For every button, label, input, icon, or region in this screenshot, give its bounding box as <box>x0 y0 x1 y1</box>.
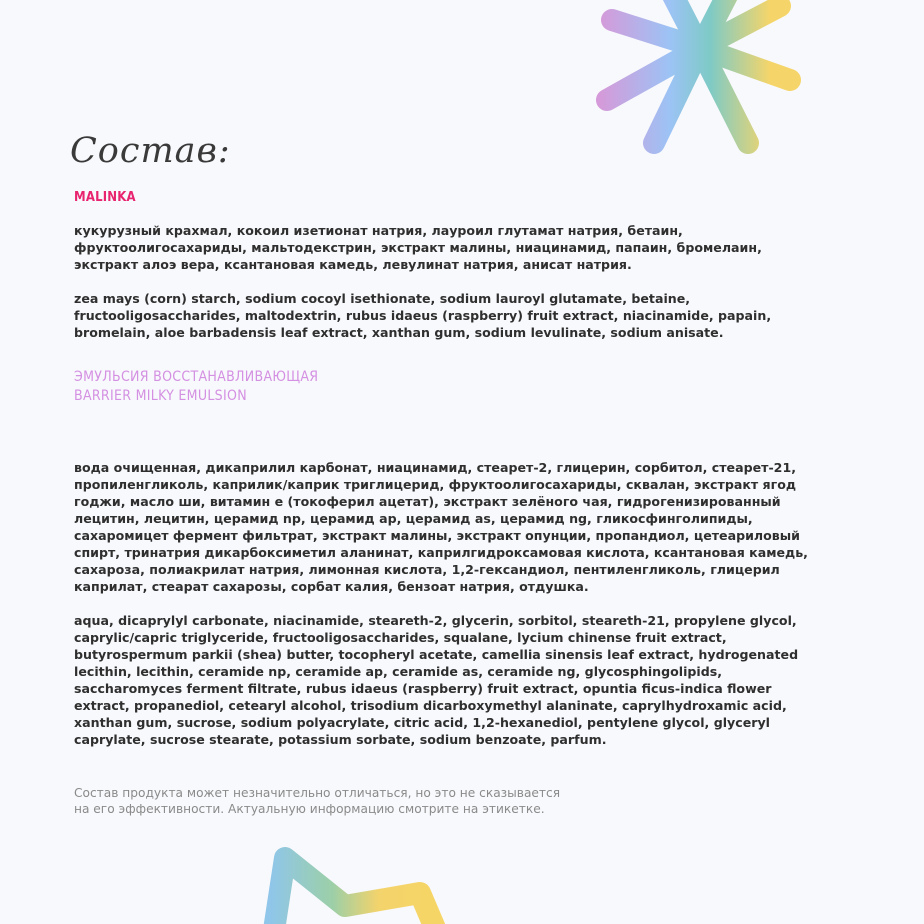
ingredients-line: caprylate, sucrose stearate, potassium sorbate, sodium benzoate, parfum. <box>74 732 607 747</box>
ingredients-ru-malinka <box>74 222 864 273</box>
ingredients-line: сахароза, полиакрилат натрия, лимонная кислота, 1,2-гександиол, пентиленгликоль, глицерил <box>74 562 780 577</box>
ingredients-line: aqua, dicaprylyl carbonate, niacinamide, steareth-2, glycerin, sorbitol, steareth-21, propylene glycol, <box>74 613 797 628</box>
product-name-ru: ЭМУЛЬСИЯ ВОССТАНАВЛИВАЮЩАЯ <box>74 369 319 385</box>
ingredients-line: сахаромицет фермент фильтрат, экстракт малины, экстракт опунции, пропандиол, цетеариловый <box>74 528 800 543</box>
ingredients-en-malinka <box>74 290 864 341</box>
ingredients-line: лецитин, лецитин, церамид np, церамид ap, церамид as, церамид ng, гликосфинголипиды, <box>74 511 753 526</box>
ingredients-line: caprylic/capric triglyceride, fructooligosaccharides, squalane, lycium chinense fruit extract, <box>74 630 727 645</box>
disclaimer-line: на его эффективности. Актуальную информацию смотрите на этикетке. <box>74 802 545 816</box>
disclaimer-line: Состав продукта может незначительно отличаться, но это не сказывается <box>74 786 561 800</box>
product-name-malinka: MALINKA <box>74 190 136 205</box>
ingredients-line: кукурузный крахмал, кокоил изетионат натрия, лауроил глутамат натрия, бетаин, <box>74 223 683 238</box>
ingredients-line: экстракт алоэ вера, ксантановая камедь, левулинат натрия, анисат натрия. <box>74 257 632 272</box>
ingredients-line: спирт, тринатрия дикарбоксиметил аланинат, каприлгидроксамовая кислота, ксантановая камедь, <box>74 545 808 560</box>
ingredients-line: bromelain, aloe barbadensis leaf extract, xanthan gum, sodium levulinate, sodium anisate. <box>74 325 724 340</box>
ingredients-line: zea mays (corn) starch, sodium cocoyl isethionate, sodium lauroyl glutamate, betaine, <box>74 291 691 306</box>
ingredients-line: lecithin, lecithin, ceramide np, ceramide ap, ceramide as, ceramide ng, glycosphingolipids, <box>74 664 723 679</box>
ingredients-line: xanthan gum, sucrose, sodium polyacrylate, citric acid, 1,2-hexanediol, pentylene glycol, glyceryl <box>74 715 770 730</box>
disclaimer-note <box>74 785 560 817</box>
product-name-emulsion <box>74 368 318 406</box>
product-name-en: BARRIER MILKY EMULSION <box>74 388 247 404</box>
page-title: Состав: <box>70 131 231 172</box>
ingredients-line: fructooligosaccharides, maltodextrin, rubus idaeus (raspberry) fruit extract, niacinamide, papain, <box>74 308 772 323</box>
ingredients-line: пропиленгликоль, каприлик/каприк триглицерид, фруктоолигосахариды, сквалан, экстракт ягод <box>74 477 797 492</box>
ingredients-line: годжи, масло ши, витамин е (токоферил ацетат), экстракт зелёного чая, гидрогенизированный <box>74 494 781 509</box>
ingredients-en-emulsion <box>74 612 864 748</box>
ingredients-line: saccharomyces ferment filtrate, rubus idaeus (raspberry) fruit extract, opuntia ficus-indica flower <box>74 681 772 696</box>
ingredients-line: фруктоолигосахариды, мальтодекстрин, экстракт малины, ниацинамид, папаин, бромелаин, <box>74 240 762 255</box>
ingredients-line: butyrospermum parkii (shea) butter, tocopheryl acetate, camellia sinensis leaf extract, hydrogenated <box>74 647 799 662</box>
ingredients-ru-emulsion <box>74 459 864 595</box>
ingredients-line: каприлат, стеарат сахарозы, сорбат калия, бензоат натрия, отдушка. <box>74 579 589 594</box>
ingredients-line: extract, propanediol, cetearyl alcohol, trisodium dicarboxymethyl alaninate, caprylhydroxamic acid, <box>74 698 787 713</box>
ingredients-line: вода очищенная, дикаприлил карбонат, ниацинамид, стеарет-2, глицерин, сорбитол, стеарет-21, <box>74 460 796 475</box>
